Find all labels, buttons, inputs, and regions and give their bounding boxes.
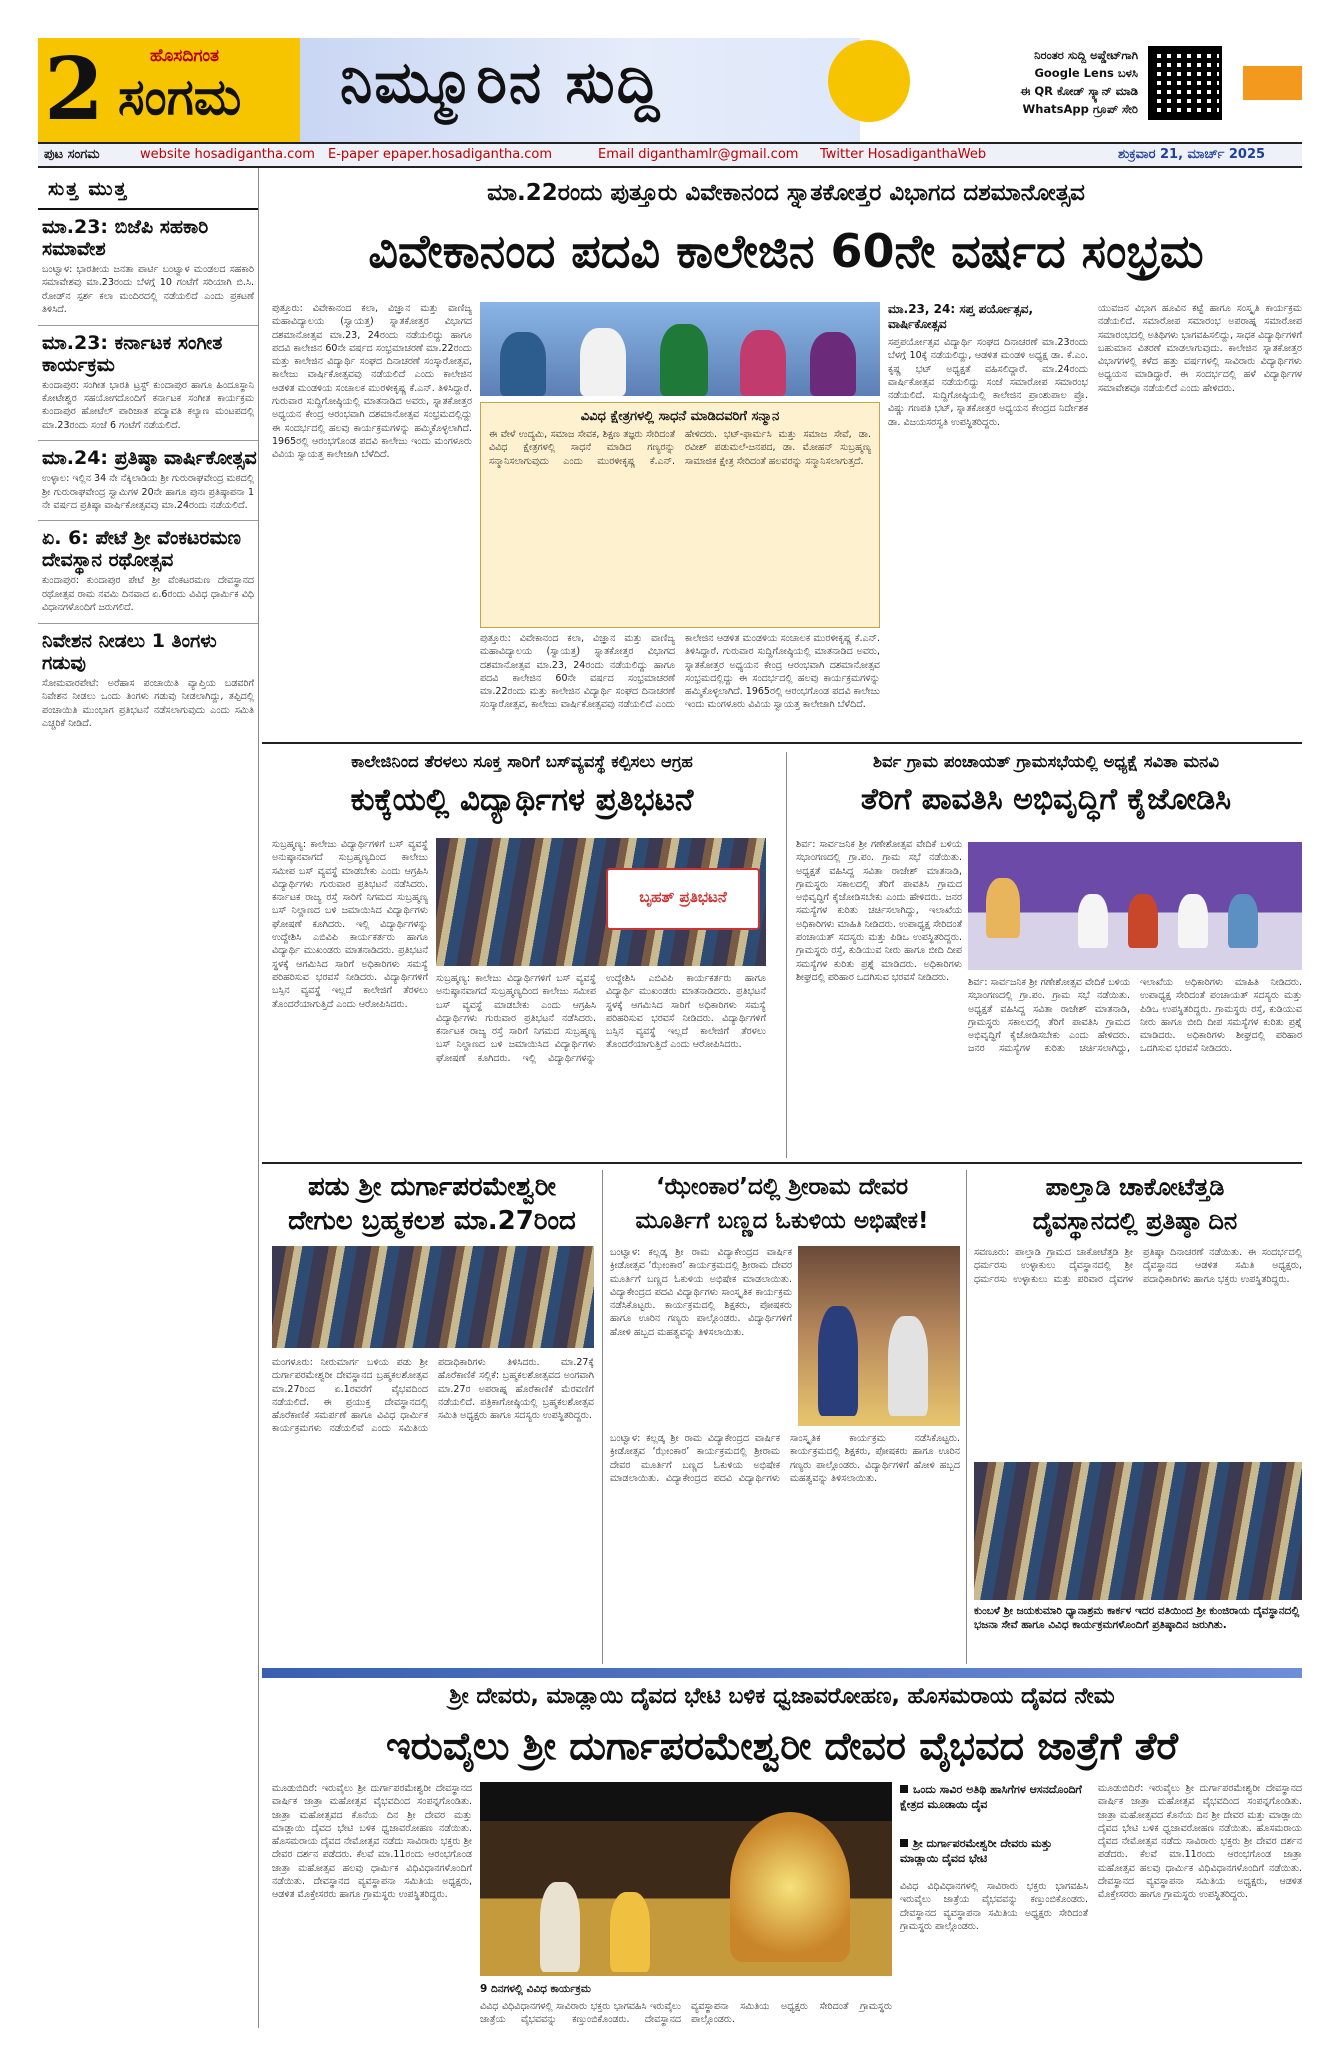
brief-title: ಮಾ.23: ಬಿಜೆಪಿ ಸಹಕಾರಿ ಸಮಾವೇಶ bbox=[42, 216, 209, 260]
box1-text: ಒಂದು ಸಾವಿರ ಅತಿಥಿ ಹಾಸಿಗೆಗಳ ಆಸನದೊಂದಿಗೆ ಕ್ಷೇತ್ರದ ಮೂಡಾಯಿ ದೈವ bbox=[900, 1783, 1082, 1811]
kukke-body-col1: ಸುಬ್ರಹ್ಮಣ್ಯ: ಕಾಲೇಜು ವಿದ್ಯಾರ್ಥಿಗಳಿಗೆ ಬಸ್ ವ್ಯವಸ್ಥೆ ಅನುಷ್ಠಾನವಾಗದೆ ಸುಬ್ರಹ್ಮಣ್ಯದಿಂದ ಕಾಲೇಜು ಸಮೀಪ ಬಸ್ ವ್ಯವಸ್ಥೆ ಮಾಡಬೇಕು ಎಂದು ಆಗ್ರಹಿಸಿ ವಿದ್ಯಾರ್ಥಿಗಳು ಗುರುವಾರ ಪ್ರತಿಭಟನೆ ನಡೆಸಿದರು. ಕರ್ನಾಟಕ ರಾಜ್ಯ ರಸ್ತೆ ಸಾರಿಗೆ ನಿಗಮದ ಸುಬ್ರಹ್ಮಣ್ಯ ಬಸ್ ನಿಲ್ದಾಣದ ಬಳಿ ಜಮಾಯಿಸಿದ ವಿದ್ಯಾರ್ಥಿಗಳು ಘೋಷಣೆ ಕೂಗಿದರು. ಇಲ್ಲಿ ವಿದ್ಯಾರ್ಥಿಗಳನ್ನು ಉದ್ದೇಶಿಸಿ ಎಬಿವಿಪಿ ಕಾರ್ಯಕರ್ತರು ಹಾಗೂ ವಿದ್ಯಾರ್ಥಿ ಮುಖಂಡರು ಮಾತನಾಡಿದರು. ಪ್ರತಿಭಟನೆ ಸ್ಥಳಕ್ಕೆ ಆಗಮಿಸಿದ ಸಾರಿಗೆ ಅಧಿಕಾರಿಗಳು ಸಮಸ್ಯೆ ಪರಿಹರಿಸುವ ಭರವಸೆ ನೀಡಿದರು. ವಿದ್ಯಾರ್ಥಿಗಳಿಗೆ ಬಸ್ಸಿನ ವ್ಯವಸ್ಥೆ ಇಲ್ಲದೆ ಕಾಲೇಜಿಗೆ ತೆರಳಲು ತೊಂದರೆಯಾಗುತ್ತಿದೆ ಎಂದು ಆರೋಪಿಸಿದರು. bbox=[272, 839, 428, 1010]
temple-festival-photo bbox=[480, 1782, 892, 1976]
paladi-shrine-photo bbox=[974, 1462, 1302, 1600]
irvail-headline: ಇರುವೈಲು ಶ್ರೀ ದುರ್ಗಾಪರಮೇಶ್ವರೀ ದೇವರ ವೈಭವದ ಜಾತ್ರೆಗೆ ತೆರೆ bbox=[385, 1724, 1179, 1768]
press-meet-photo bbox=[480, 302, 880, 396]
jhenkara-body-col1: ಬಂಟ್ವಾಳ: ಕಲ್ಲಡ್ಕ ಶ್ರೀ ರಾಮ ವಿದ್ಯಾಕೇಂದ್ರದ ವಾರ್ಷಿಕ ಕ್ರೀಡೋತ್ಸವ ‘ಝೇಂಕಾರ’ ಕಾರ್ಯಕ್ರಮದಲ್ಲಿ ಶ್ರೀರಾಮ ದೇವರ ಮೂರ್ತಿಗೆ ಬಣ್ಣದ ಓಕುಳಿಯ ಅಭಿಷೇಕ ಮಾಡಲಾಯಿತು. ವಿದ್ಯಾಕೇಂದ್ರದ ಪದವಿ ವಿದ್ಯಾರ್ಥಿಗಳು ಸಾಂಸ್ಕೃತಿಕ ಕಾರ್ಯಕ್ರಮ ನಡೆಸಿಕೊಟ್ಟರು. ಕಾರ್ಯಕ್ರಮದಲ್ಲಿ ಶಿಕ್ಷಕರು, ಪೋಷಕರು ಹಾಗೂ ಊರಿನ ಗಣ್ಯರು ಪಾಲ್ಗೊಂಡರು. ವಿದ್ಯಾರ್ಥಿಗಳಿಗೆ ಹೋಳಿ ಹಬ್ಬದ ಮಹತ್ವವನ್ನು ತಿಳಿಸಲಾಯಿತು. bbox=[610, 1247, 792, 1338]
epaper-link[interactable]: E-paper epaper.hosadigantha.com bbox=[328, 147, 553, 162]
column-rule bbox=[602, 1170, 603, 1664]
top-story-body-col1: ಪುತ್ತೂರು: ವಿವೇಕಾನಂದ ಕಲಾ, ವಿಜ್ಞಾನ ಮತ್ತು ವಾಣಿಜ್ಯ ಮಹಾವಿದ್ಯಾಲಯ (ಸ್ವಾಯತ್ತ) ಸ್ನಾತಕೋತ್ತರ ವಿಭಾಗದ ದಶಮಾನೋತ್ಸವ ಮಾ.23, 24ರಂದು ನಡೆಯಲಿದ್ದು ಹಾಗೂ ಪದವಿ ಕಾಲೇಜಿನ 60ನೇ ವರ್ಷದ ಸಂಭ್ರಮಾಚರಣೆ ಮಾ.22ರಂದು ಮತ್ತು ಕಾಲೇಜಿನ ವಿದ್ಯಾರ್ಥಿ ಸಂಘದ ದಿನಾಚರಣೆ ಸಂಸ್ಕಾರೋತ್ಸವ, ಕಾಲೇಜು ವಾರ್ಷಿಕೋತ್ಸವವು ನಡೆಯಲಿದೆ ಎಂದು ಕಾಲೇಜಿನ ಆಡಳಿತ ಮಂಡಳಿಯ ಸಂಚಾಲಕ ಮುರಳೀಕೃಷ್ಣ ಕೆ.ಎನ್. ತಿಳಿಸಿದ್ದಾರೆ. ಗುರುವಾರ ಸುದ್ದಿಗೋಷ್ಠಿಯಲ್ಲಿ ಮಾತನಾಡಿದ ಅವರು, ಸ್ನಾತಕೋತ್ತರ ಅಧ್ಯಯನ ಕೇಂದ್ರ ಆರಂಭವಾಗಿ ದಶಮಾನೋತ್ಸವ ಸಂಭ್ರಮದಲ್ಲಿದ್ದು ಈ ಸಂದರ್ಭದಲ್ಲಿ ಹಲವು ಕಾರ್ಯಕ್ರಮಗಳನ್ನು ಹಮ್ಮಿಕೊಳ್ಳಲಾಗಿದೆ. 1965ರಲ್ಲಿ ಆರಂಭಗೊಂಡ ಪದವಿ ಕಾಲೇಜು ಇಂದು ಮಂಗಳೂರು ವಿವಿಯ ಸ್ವಾಯತ್ತ ಕಾಲೇಜಾಗಿ ಬೆಳೆದಿದೆ. bbox=[272, 303, 472, 461]
brief-item bbox=[38, 527, 258, 623]
padu-headline-line1: ಪಡು ಶ್ರೀ ದುರ್ಗಾಪರಮೇಶ್ವರೀ bbox=[307, 1172, 557, 1202]
brief-item bbox=[38, 332, 258, 442]
irvail-body-under-photo: ವಿವಿಧ ವಿಧಿವಿಧಾನಗಳಲ್ಲಿ ಸಾವಿರಾರು ಭಕ್ತರು ಭಾಗವಹಿಸಿ ಇರುವೈಲು ಜಾತ್ರೆಯ ವೈಭವವನ್ನು ಕಣ್ತುಂಬಿಕೊಂಡರು. ದೇವಸ್ಥಾನದ ವ್ಯವಸ್ಥಾಪನಾ ಸಮಿತಿಯ ಅಧ್ಯಕ್ಷರು ಸೇರಿದಂತೆ ಗ್ರಾಮಸ್ಥರು ಪಾಲ್ಗೊಂಡರು. bbox=[480, 2001, 892, 2026]
gram-sabha-photo bbox=[968, 842, 1302, 970]
daiva-costume-decoration bbox=[730, 1812, 850, 1962]
brief-title: ನಿವೇಶನ ನೀಡಲು 1 ತಿಂಗಳು ಗಡುವು bbox=[42, 629, 217, 674]
tirva-body-col2: ಶಿರ್ವ: ಸಾರ್ವಜನಿಕ ಶ್ರೀ ಗಣೇಶೋತ್ಸವ ವೇದಿಕೆ ಬಳಿಯ ಸಭಾಂಗಣದಲ್ಲಿ ಗ್ರಾ.ಪಂ. ಗ್ರಾಮ ಸಭೆ ನಡೆಯಿತು. ಅಧ್ಯಕ್ಷತೆ ವಹಿಸಿದ್ದ ಸವಿತಾ ರಾಜೇಶ್ ಮಾತನಾಡಿ, ಗ್ರಾಮಸ್ಥರು ಸಕಾಲದಲ್ಲಿ ತೆರಿಗೆ ಪಾವತಿಸಿ ಗ್ರಾಮದ ಅಭಿವೃದ್ಧಿಗೆ ಕೈಜೋಡಿಸಬೇಕು ಎಂದು ಹೇಳಿದರು. ಜನರ ಸಮಸ್ಯೆಗಳ ಕುರಿತು ಚರ್ಚಿಸಲಾಗಿದ್ದು, ಇಲಾಖೆಯ ಅಧಿಕಾರಿಗಳು ಮಾಹಿತಿ ನೀಡಿದರು. ಉಪಾಧ್ಯಕ್ಷ ಸೇರಿದಂತೆ ಪಂಚಾಯತ್ ಸದಸ್ಯರು ಮತ್ತು ಪಿಡಿಒ ಉಪಸ್ಥಿತರಿದ್ದರು. ಗ್ರಾಮಸ್ಥರು ರಸ್ತೆ, ಕುಡಿಯುವ ನೀರು ಹಾಗೂ ಬೀದಿ ದೀಪ ಸಮಸ್ಯೆಗಳ ಕುರಿತು ಪ್ರಶ್ನೆ ಮಾಡಿದರು. ಅಧಿಕಾರಿಗಳು ಶೀಘ್ರದಲ್ಲಿ ಪರಿಹಾರ ಒದಗಿಸುವ ಭರವಸೆ ನೀಡಿದರು. bbox=[968, 977, 1302, 1055]
page-number: 2 bbox=[38, 38, 110, 142]
rama-idol-abhisheka-photo bbox=[798, 1246, 960, 1426]
paladi-headline-line2: ದೈವಸ್ಥಾನದಲ್ಲಿ ಪ್ರತಿಷ್ಠಾ ದಿನ bbox=[1032, 1207, 1238, 1235]
top-story-body-col4: ಯುವಜನ ವಿಭಾಗ ಹೂವಿನ ಕಟ್ಟೆ ಹಾಗೂ ಸಂಸ್ಕೃತಿ ಕಾರ್ಯಕ್ರಮ ನಡೆಯಲಿದೆ. ಸಮಾರೋಪ ಸಮಾರಂಭ ಅಪರಾಹ್ನ ಸಮಾರೋಪ ಸಮಾರಂಭದಲ್ಲಿ ಅತಿಥಿಗಳು ಭಾಗವಹಿಸಲಿದ್ದು, ಸಾಧಕ ವಿದ್ಯಾರ್ಥಿಗಳಿಗೆ ಬಹುಮಾನ ವಿತರಣೆ ಮಾಡಲಾಗುವುದು. ಕಾಲೇಜಿನ ಸ್ನಾತಕೋತ್ತರ ವಿಭಾಗಗಳಲ್ಲಿ ಕಳೆದ ಹತ್ತು ವರ್ಷಗಳಲ್ಲಿ ಸಾವಿರಾರು ವಿದ್ಯಾರ್ಥಿಗಳು ಅಧ್ಯಯನ ಮಾಡಿದ್ದಾರೆ. ಈ ಸಂದರ್ಭದಲ್ಲಿ ಹಳೆ ವಿದ್ಯಾರ್ಥಿಗಳ ಸಮಾವೇಶವೂ ನಡೆಯಲಿದೆ ಎಂದು ಹೇಳಿದರು. bbox=[1098, 303, 1302, 394]
brief-text: ಬಂಟ್ವಾಳ: ಭಾರತೀಯ ಜನತಾ ಪಾರ್ಟಿ ಬಂಟ್ವಾಳ ಮಂಡಲದ ಸಹಕಾರಿ ಸಮಾವೇಶವು ಮಾ.23ರಂದು ಬೆಳಗ್ಗೆ 10 ಗಂಟೆಗೆ ಸರಿಯಾಗಿ ಬಿ.ಸಿ. ರೋಡ್‌ನ ಸ್ಪರ್ಶ ಕಲಾ ಮಂದಿರದಲ್ಲಿ ನಡೆಯಲಿದೆ ಎಂದು ಪ್ರಕಟಣೆ ತಿಳಿಸಿದೆ. bbox=[42, 264, 254, 316]
irvail-body-col1: ಮೂಡುಬಿದಿರೆ: ಇರುವೈಲು ಶ್ರೀ ದುರ್ಗಾಪರಮೇಶ್ವರೀ ದೇವಸ್ಥಾನದ ವಾರ್ಷಿಕ ಜಾತ್ರಾ ಮಹೋತ್ಸವ ವೈಭವದಿಂದ ಸಂಪನ್ನಗೊಂಡಿತು. ಜಾತ್ರಾ ಮಹೋತ್ಸವದ ಕೊನೆಯ ದಿನ ಶ್ರೀ ದೇವರ ಮತ್ತು ಮಾಡ್ಲಾಯಿ ದೈವದ ಭೇಟಿ ಬಳಿಕ ಧ್ವಜಾವರೋಹಣ ನಡೆಯಿತು. ಹೊಸಮರಾಯ ದೈವದ ನೇಮೋತ್ಸವ ನಡೆದು ಸಾವಿರಾರು ಭಕ್ತರು ಶ್ರೀ ದೇವರ ದರ್ಶನ ಪಡೆದರು. ಕೆಲವೆ ಮಾ.11ರಂದು ಆರಂಭಗೊಂಡ ಜಾತ್ರಾ ಮಹೋತ್ಸವ ಹಲವು ಧಾರ್ಮಿಕ ವಿಧಿವಿಧಾನಗಳೊಂದಿಗೆ ನಡೆಯಿತು. ದೇವಸ್ಥಾನದ ವ್ಯವಸ್ಥಾಪನಾ ಸಮಿತಿಯ ಅಧ್ಯಕ್ಷರು, ಆಡಳಿತ ಮೊಕ್ತೇಸರರು ಹಾಗೂ ಗ್ರಾಮಸ್ಥರು ಉಪಸ್ಥಿತರಿದ್ದರು. bbox=[272, 1783, 472, 1901]
top-story-body-cont: ಪುತ್ತೂರು: ವಿವೇಕಾನಂದ ಕಲಾ, ವಿಜ್ಞಾನ ಮತ್ತು ವಾಣಿಜ್ಯ ಮಹಾವಿದ್ಯಾಲಯ (ಸ್ವಾಯತ್ತ) ಸ್ನಾತಕೋತ್ತರ ವಿಭಾಗದ ದಶಮಾನೋತ್ಸವ ಮಾ.23, 24ರಂದು ನಡೆಯಲಿದ್ದು ಹಾಗೂ ಪದವಿ ಕಾಲೇಜಿನ 60ನೇ ವರ್ಷದ ಸಂಭ್ರಮಾಚರಣೆ ಮಾ.22ರಂದು ಮತ್ತು ಕಾಲೇಜಿನ ವಿದ್ಯಾರ್ಥಿ ಸಂಘದ ದಿನಾಚರಣೆ ಸಂಸ್ಕಾರೋತ್ಸವ, ಕಾಲೇಜು ವಾರ್ಷಿಕೋತ್ಸವವು ನಡೆಯಲಿದೆ ಎಂದು ಕಾಲೇಜಿನ ಆಡಳಿತ ಮಂಡಳಿಯ ಸಂಚಾಲಕ ಮುರಳೀಕೃಷ್ಣ ಕೆ.ಎನ್. ತಿಳಿಸಿದ್ದಾರೆ. ಗುರುವಾರ ಸುದ್ದಿಗೋಷ್ಠಿಯಲ್ಲಿ ಮಾತನಾಡಿದ ಅವರು, ಸ್ನಾತಕೋತ್ತರ ಅಧ್ಯಯನ ಕೇಂದ್ರ ಆರಂಭವಾಗಿ ದಶಮಾನೋತ್ಸವ ಸಂಭ್ರಮದಲ್ಲಿದ್ದು ಈ ಸಂದರ್ಭದಲ್ಲಿ ಹಲವು ಕಾರ್ಯಕ್ರಮಗಳನ್ನು ಹಮ್ಮಿಕೊಳ್ಳಲಾಗಿದೆ. 1965ರಲ್ಲಿ ಆರಂಭಗೊಂಡ ಪದವಿ ಕಾಲೇಜು ಇಂದು ಮಂಗಳೂರು ವಿವಿಯ ಸ್ವಾಯತ್ತ ಕಾಲೇಜಾಗಿ ಬೆಳೆದಿದೆ. bbox=[480, 633, 880, 711]
qr-text-line: Google Lens ಬಳಸಿ bbox=[1034, 66, 1138, 80]
brief-title: ಮಾ.24: ಪ್ರತಿಷ್ಠಾ ವಾರ್ಷಿಕೋತ್ಸವ bbox=[42, 447, 257, 470]
info-bar bbox=[38, 142, 1302, 168]
section-color-band bbox=[262, 1668, 1302, 1678]
brand-name: ಸಂಗಮ bbox=[118, 68, 242, 126]
kukke-headline: ಕುಕ್ಕೆಯಲ್ಲಿ ವಿದ್ಯಾರ್ಥಿಗಳ ಪ್ರತಿಭಟನೆ bbox=[350, 782, 694, 818]
qr-text-line: ಈ QR ಕೋಡ್ ಸ್ಕ್ಯಾನ್ ಮಾಡಿ bbox=[1020, 84, 1138, 98]
irvail-box1 bbox=[900, 1782, 1088, 1812]
email-link[interactable]: Email diganthamlr@gmail.com bbox=[598, 147, 799, 162]
column-rule bbox=[966, 1170, 967, 1664]
padu-procession-photo bbox=[272, 1246, 594, 1348]
brief-item bbox=[38, 630, 258, 739]
tirva-headline: ತೆರಿಗೆ ಪಾವತಿಸಿ ಅಭಿವೃದ್ಧಿಗೆ ಕೈಜೋಡಿಸಿ bbox=[860, 782, 1232, 817]
qr-code-icon[interactable] bbox=[1148, 46, 1222, 120]
inset-title: ವಿವಿಧ ಕ್ಷೇತ್ರಗಳಲ್ಲಿ ಸಾಧನೆ ಮಾಡಿದವರಿಗೆ ಸನ್ಮಾನ bbox=[580, 409, 780, 424]
irvail-photo-caption: 9 ದಿನಗಳಲ್ಲಿ ವಿವಿಧ ಕಾರ್ಯಕ್ರಮ bbox=[480, 1983, 591, 1995]
qr-text-line: WhatsApp ಗ್ರೂಪ್ ಸೇರಿ bbox=[1022, 102, 1138, 116]
brief-text: ಉಳ್ಳಾಲ: ಇಲ್ಲಿನ 34 ನೇ ನೆಕ್ಕಿಲಾಡಿಯ ಶ್ರೀ ಗುರುರಾಘವೇಂದ್ರ ಮಠದಲ್ಲಿ ಶ್ರೀ ಗುರುರಾಘವೇಂದ್ರ ಸ್ವಾಮಿಗಳ 20ನೇ ಹಾಗೂ ಪುನಃ ಪ್ರತಿಷ್ಠಾಪನಾ 1 ನೇ ವರ್ಷದ ಪ್ರತಿಷ್ಠಾ ವಾರ್ಷಿಕೋತ್ಸವವು ಮಾ.24ರಂದು ನಡೆಯಲಿದೆ. bbox=[42, 473, 254, 512]
top-story-kicker: ಮಾ.22ರಂದು ಪುತ್ತೂರು ವಿವೇಕಾನಂದ ಸ್ನಾತಕೋತ್ತರ ವಿಭಾಗದ ದಶಮಾನೋತ್ಸವ bbox=[487, 180, 1085, 206]
paladi-body: ಸವಣೂರು: ಪಾಲ್ತಾಡಿ ಗ್ರಾಮದ ಚಾಕೋಟೆತ್ತಡಿ ಶ್ರೀ ಧರ್ಮರಸು ಉಳ್ಳಾಕುಲು ದೈವಸ್ಥಾನದಲ್ಲಿ ಶ್ರೀ ಧರ್ಮರಸು ಉಳ್ಳಾಕುಲು ಮತ್ತು ಪರಿವಾರ ದೈವಗಳ ಪ್ರತಿಷ್ಠಾ ದಿನಾಚರಣೆ ನಡೆಯಿತು. ಈ ಸಂದರ್ಭದಲ್ಲಿ ದೈವಸ್ಥಾನದ ಆಡಳಿತ ಸಮಿತಿ ಅಧ್ಯಕ್ಷರು, ಪದಾಧಿಕಾರಿಗಳು ಹಾಗೂ ಭಕ್ತರು ಉಪಸ್ಥಿತರಿದ್ದರು. bbox=[974, 1247, 1302, 1285]
sun-decoration bbox=[828, 40, 910, 122]
padu-headline-line2: ದೇಗುಲ ಬ್ರಹ್ಮಕಲಶ ಮಾ.27ರಿಂದ bbox=[288, 1206, 576, 1236]
column-rule bbox=[786, 752, 787, 1158]
irvail-kicker: ಶ್ರೀ ದೇವರು, ಮಾಡ್ಲಾಯಿ ದೈವದ ಭೇಟಿ ಬಳಿಕ ಧ್ವಜಾವರೋಹಣ, ಹೊಸಮರಾಯ ದೈವದ ನೇಮ bbox=[449, 1684, 1115, 1709]
brief-item bbox=[38, 216, 258, 326]
brief-text: ಕುಂದಾಪುರ: ಕುಂದಾಪುರ ಪೇಟೆ ಶ್ರೀ ವೆಂಕಟರಮಣ ದೇವಸ್ಥಾನದ ರಥೋತ್ಸವ ರಾಮ ನವಮಿ ದಿನವಾದ ಏ.6ರಂದು ವಿವಿಧ ಧಾರ್ಮಿಕ ವಿಧಿ ವಿಧಾನಗಳೊಂದಿಗೆ ಜರುಗಲಿದೆ. bbox=[42, 575, 254, 614]
paladi-headline-line1: ಪಾಲ್ತಾಡಿ ಚಾಕೋಟೆತ್ತಡಿ bbox=[1045, 1173, 1225, 1201]
masthead bbox=[38, 38, 1302, 142]
kukke-body-col2: ಸುಬ್ರಹ್ಮಣ್ಯ: ಕಾಲೇಜು ವಿದ್ಯಾರ್ಥಿಗಳಿಗೆ ಬಸ್ ವ್ಯವಸ್ಥೆ ಅನುಷ್ಠಾನವಾಗದೆ ಸುಬ್ರಹ್ಮಣ್ಯದಿಂದ ಕಾಲೇಜು ಸಮೀಪ ಬಸ್ ವ್ಯವಸ್ಥೆ ಮಾಡಬೇಕು ಎಂದು ಆಗ್ರಹಿಸಿ ವಿದ್ಯಾರ್ಥಿಗಳು ಗುರುವಾರ ಪ್ರತಿಭಟನೆ ನಡೆಸಿದರು. ಕರ್ನಾಟಕ ರಾಜ್ಯ ರಸ್ತೆ ಸಾರಿಗೆ ನಿಗಮದ ಸುಬ್ರಹ್ಮಣ್ಯ ಬಸ್ ನಿಲ್ದಾಣದ ಬಳಿ ಜಮಾಯಿಸಿದ ವಿದ್ಯಾರ್ಥಿಗಳು ಘೋಷಣೆ ಕೂಗಿದರು. ಇಲ್ಲಿ ವಿದ್ಯಾರ್ಥಿಗಳನ್ನು ಉದ್ದೇಶಿಸಿ ಎಬಿವಿಪಿ ಕಾರ್ಯಕರ್ತರು ಹಾಗೂ ವಿದ್ಯಾರ್ಥಿ ಮುಖಂಡರು ಮಾತನಾಡಿದರು. ಪ್ರತಿಭಟನೆ ಸ್ಥಳಕ್ಕೆ ಆಗಮಿಸಿದ ಸಾರಿಗೆ ಅಧಿಕಾರಿಗಳು ಸಮಸ್ಯೆ ಪರಿಹರಿಸುವ ಭರವಸೆ ನೀಡಿದರು. ವಿದ್ಯಾರ್ಥಿಗಳಿಗೆ ಬಸ್ಸಿನ ವ್ಯವಸ್ಥೆ ಇಲ್ಲದೆ ಕಾಲೇಜಿಗೆ ತೆರಳಲು ತೊಂದರೆಯಾಗುತ್ತಿದೆ ಎಂದು ಆರೋಪಿಸಿದರು. bbox=[436, 973, 766, 1064]
bullet-icon bbox=[900, 1785, 908, 1793]
protest-banner: ಬೃಹತ್ ಪ್ರತಿಭಟನೆ bbox=[606, 868, 760, 930]
brief-title: ಮಾ.23: ಕರ್ನಾಟಕ ಸಂಗೀತ ಕಾರ್ಯಕ್ರಮ bbox=[42, 331, 223, 376]
twitter-link[interactable]: Twitter HosadiganthaWeb bbox=[820, 147, 987, 162]
jhenkara-headline-line2: ಮೂರ್ತಿಗೆ ಬಣ್ಣದ ಓಕುಳಿಯ ಅಭಿಷೇಕ! bbox=[635, 1208, 929, 1234]
kukke-kicker: ಕಾಲೇಜಿನಿಂದ ತೆರಳಲು ಸೂಕ್ತ ಸಾರಿಗೆ ಬಸ್‌ವ್ಯವಸ್ಥೆ ಕಲ್ಪಿಸಲು ಆಗ್ರಹ bbox=[351, 752, 693, 771]
divider bbox=[262, 1162, 1302, 1164]
briefs-header: ಸುತ್ತ ಮುತ್ತ bbox=[38, 168, 258, 210]
website-link[interactable]: website hosadigantha.com bbox=[140, 147, 315, 162]
box2-text: ಶ್ರೀ ದುರ್ಗಾಪರಮೇಶ್ವರೀ ದೇವರು ಮತ್ತು ಮಾಡ್ಲಾಯಿ ದೈವದ ಭೇಟಿ bbox=[900, 1837, 1053, 1865]
orange-block-decoration bbox=[1243, 66, 1302, 100]
brief-text: ಸೋಮವಾರಪೇಟೆ: ಅರೆಹಾಸ ಪಂಚಾಯಿತಿ ವ್ಯಾಪ್ತಿಯ ಬಡವರಿಗೆ ನಿವೇಶನ ನೀಡಲು ಒಂದು ತಿಂಗಳು ಗಡುವು ನೀಡಲಾಗಿದ್ದು, ತಪ್ಪಿದಲ್ಲಿ ಪಂಚಾಯಿತಿ ಮುಂಭಾಗ ಪ್ರತಿಭಟನೆ ನಡೆಸಲಾಗುವುದು ಎಂದು ಸಮಿತಿ ಎಚ್ಚರಿಕೆ ನೀಡಿದೆ. bbox=[42, 677, 254, 729]
felicitation-inset-box bbox=[480, 402, 880, 628]
top-story-body-col3: ಸಪ್ತಪರ್ಯೋತ್ಸವ ವಿದ್ಯಾರ್ಥಿ ಸಂಘದ ದಿನಾಚರಣೆ ಮಾ.23ರಂದು ಬೆಳಗ್ಗೆ 10ಕ್ಕೆ ನಡೆಯಲಿದ್ದು, ಆಡಳಿತ ಮಂಡಳಿ ಅಧ್ಯಕ್ಷ ಡಾ. ಕೆ.ಎಂ. ಕೃಷ್ಣ ಭಟ್ ಅಧ್ಯಕ್ಷತೆ ವಹಿಸಲಿದ್ದಾರೆ. ಮಾ.24ರಂದು ವಾರ್ಷಿಕೋತ್ಸವ ನಡೆಯಲಿದ್ದು ಸಂಜೆ ಸಮಾರೋಪ ಸಮಾರಂಭ ನಡೆಯಲಿದೆ. ಸುದ್ದಿಗೋಷ್ಠಿಯಲ್ಲಿ ಕಾಲೇಜಿನ ಪ್ರಾಂಶುಪಾಲ ಪ್ರೊ. ವಿಷ್ಣು ಗಣಪತಿ ಭಟ್, ಸ್ನಾತಕೋತ್ತರ ಅಧ್ಯಯನ ಕೇಂದ್ರದ ನಿರ್ದೇಶಕ ಡಾ. ವಿಜಯಸರಸ್ವತಿ ಉಪಸ್ಥಿತರಿದ್ದರು. bbox=[888, 337, 1088, 428]
jhenkara-headline-line1: ‘ಝೇಂಕಾರ’ದಲ್ಲಿ ಶ್ರೀರಾಮ ದೇವರ bbox=[655, 1174, 909, 1200]
irvail-body-col3: ವಿವಿಧ ವಿಧಿವಿಧಾನಗಳಲ್ಲಿ ಸಾವಿರಾರು ಭಕ್ತರು ಭಾಗವಹಿಸಿ ಇರುವೈಲು ಜಾತ್ರೆಯ ವೈಭವವನ್ನು ಕಣ್ತುಂಬಿಕೊಂಡರು. ದೇವಸ್ಥಾನದ ವ್ಯವಸ್ಥಾಪನಾ ಸಮಿತಿಯ ಅಧ್ಯಕ್ಷರು ಸೇರಿದಂತೆ ಗ್ರಾಮಸ್ಥರು ಪಾಲ್ಗೊಂಡರು. bbox=[900, 1881, 1088, 1932]
brand-small: ಹೊಸದಿಗಂತ bbox=[150, 46, 220, 66]
top-story-subhead: ಮಾ.23, 24: ಸಪ್ತ ಪರ್ಯೋತ್ಸವ, ವಾರ್ಷಿಕೋತ್ಸವ bbox=[888, 302, 1034, 331]
divider bbox=[262, 742, 1302, 744]
brand-logo bbox=[110, 38, 300, 142]
tirva-body-col1: ಶಿರ್ವ: ಸಾರ್ವಜನಿಕ ಶ್ರೀ ಗಣೇಶೋತ್ಸವ ವೇದಿಕೆ ಬಳಿಯ ಸಭಾಂಗಣದಲ್ಲಿ ಗ್ರಾ.ಪಂ. ಗ್ರಾಮ ಸಭೆ ನಡೆಯಿತು. ಅಧ್ಯಕ್ಷತೆ ವಹಿಸಿದ್ದ ಸವಿತಾ ರಾಜೇಶ್ ಮಾತನಾಡಿ, ಗ್ರಾಮಸ್ಥರು ಸಕಾಲದಲ್ಲಿ ತೆರಿಗೆ ಪಾವತಿಸಿ ಗ್ರಾಮದ ಅಭಿವೃದ್ಧಿಗೆ ಕೈಜೋಡಿಸಬೇಕು ಎಂದು ಹೇಳಿದರು. ಜನರ ಸಮಸ್ಯೆಗಳ ಕುರಿತು ಚರ್ಚಿಸಲಾಗಿದ್ದು, ಇಲಾಖೆಯ ಅಧಿಕಾರಿಗಳು ಮಾಹಿತಿ ನೀಡಿದರು. ಉಪಾಧ್ಯಕ್ಷ ಸೇರಿದಂತೆ ಪಂಚಾಯತ್ ಸದಸ್ಯರು ಮತ್ತು ಪಿಡಿಒ ಉಪಸ್ಥಿತರಿದ್ದರು. ಗ್ರಾಮಸ್ಥರು ರಸ್ತೆ, ಕುಡಿಯುವ ನೀರು ಹಾಗೂ ಬೀದಿ ದೀಪ ಸಮಸ್ಯೆಗಳ ಕುರಿತು ಪ್ರಶ್ನೆ ಮಾಡಿದರು. ಅಧಿಕಾರಿಗಳು ಶೀಘ್ರದಲ್ಲಿ ಪರಿಹಾರ ಒದಗಿಸುವ ಭರವಸೆ ನೀಡಿದರು. bbox=[796, 839, 962, 983]
brief-text: ಕುಂದಾಪುರ: ಸಂಗೀತ ಭಾರತಿ ಟ್ರಸ್ಟ್ ಕುಂದಾಪುರ ಹಾಗೂ ಹಿಂದೂಸ್ಥಾನಿ ಕೋಟೇಶ್ವರ ಸಹಯೋಗದೊಂದಿಗೆ ಕರ್ನಾಟಕ ಸಂಗೀತ ಕಾರ್ಯಕ್ರಮ ಕುಂದಾಪುರ ಹೋಟೆಲ್ ಪಾರಿಜಾತ ಪದ್ಮಾವತಿ ಕಲ್ಯಾಣ ಮಂಟಪದಲ್ಲಿ ಮಾ.23ರಂದು ಸಂಜೆ 6 ಗಂಟೆಗೆ ನಡೆಯಲಿದೆ. bbox=[42, 379, 254, 431]
paladi-caption: ಕುಂಬಳೆ ಶ್ರೀ ಜಯಕುಮಾರಿ ಧ್ಯಾನಾಶ್ರಮ ಕಾರ್ಕಳ ಇದರ ವತಿಯಿಂದ ಶ್ರೀ ಕುಂಜಿರಾಯ ದೈವಸ್ಥಾನದಲ್ಲಿ ಭಜನಾ ಸೇವೆ ಹಾಗೂ ವಿವಿಧ ಕಾರ್ಯಕ್ರಮಗಳೊಂದಿಗೆ ಪ್ರತಿಷ್ಠಾದಿನ ಜರುಗಿತು. bbox=[974, 1605, 1300, 1631]
student-protest-photo bbox=[436, 838, 766, 966]
section-title-box bbox=[300, 38, 860, 142]
irvail-box2 bbox=[900, 1836, 1088, 1866]
section-title: ನಿಮ್ಮೂರಿನ ಸುದ್ದಿ bbox=[340, 48, 662, 116]
qr-text-line: ನಿರಂತರ ಸುದ್ದಿ ಅಪ್ಡೇಟ್‌ಗಾಗಿ bbox=[1034, 48, 1138, 62]
brief-title: ಏ. 6: ಪೇಟೆ ಶ್ರೀ ವೆಂಕಟರಮಣ ದೇವಸ್ಥಾನ ರಥೋತ್ಸವ bbox=[42, 527, 242, 572]
padu-body: ಮಂಗಳೂರು: ನೀರುಮಾರ್ಗ ಬಳಿಯ ಪಡು ಶ್ರೀ ದುರ್ಗಾಪರಮೇಶ್ವರೀ ದೇವಸ್ಥಾನದ ಬ್ರಹ್ಮಕಲಶೋತ್ಸವ ಮಾ.27ರಿಂದ ಏ.1ರವರೆಗೆ ವೈಭವದಿಂದ ನಡೆಯಲಿದೆ. ಈ ಪ್ರಯುಕ್ತ ದೇವಸ್ಥಾನದಲ್ಲಿ ಹೊರೆಕಾಣಿಕೆ ಸಮರ್ಪಣೆ ಹಾಗೂ ವಿವಿಧ ಧಾರ್ಮಿಕ ಕಾರ್ಯಕ್ರಮಗಳು ನಡೆಯಲಿವೆ ಎಂದು ಸಮಿತಿಯ ಪದಾಧಿಕಾರಿಗಳು ತಿಳಿಸಿದರು. ಮಾ.27ಕ್ಕೆ ಹೊರೆಕಾಣಿಕೆ ಸಲ್ಲಿಕೆ: ಬ್ರಹ್ಮಕಲಶೋತ್ಸವದ ಅಂಗವಾಗಿ ಮಾ.27ರ ಅಪರಾಹ್ನ ಹೊರೆಕಾಣಿಕೆ ಮೆರವಣಿಗೆ ನಡೆಯಲಿದೆ. ಪತ್ರಿಕಾಗೋಷ್ಠಿಯಲ್ಲಿ ಬ್ರಹ್ಮಕಲಶೋತ್ಸವ ಸಮಿತಿ ಅಧ್ಯಕ್ಷರು ಹಾಗೂ ಸದಸ್ಯರು ಉಪಸ್ಥಿತರಿದ್ದರು. bbox=[272, 1357, 594, 1435]
jhenkara-body-col2: ಬಂಟ್ವಾಳ: ಕಲ್ಲಡ್ಕ ಶ್ರೀ ರಾಮ ವಿದ್ಯಾಕೇಂದ್ರದ ವಾರ್ಷಿಕ ಕ್ರೀಡೋತ್ಸವ ‘ಝೇಂಕಾರ’ ಕಾರ್ಯಕ್ರಮದಲ್ಲಿ ಶ್ರೀರಾಮ ದೇವರ ಮೂರ್ತಿಗೆ ಬಣ್ಣದ ಓಕುಳಿಯ ಅಭಿಷೇಕ ಮಾಡಲಾಯಿತು. ವಿದ್ಯಾಕೇಂದ್ರದ ಪದವಿ ವಿದ್ಯಾರ್ಥಿಗಳು ಸಾಂಸ್ಕೃತಿಕ ಕಾರ್ಯಕ್ರಮ ನಡೆಸಿಕೊಟ್ಟರು. ಕಾರ್ಯಕ್ರಮದಲ್ಲಿ ಶಿಕ್ಷಕರು, ಪೋಷಕರು ಹಾಗೂ ಊರಿನ ಗಣ್ಯರು ಪಾಲ್ಗೊಂಡರು. ವಿದ್ಯಾರ್ಥಿಗಳಿಗೆ ಹೋಳಿ ಹಬ್ಬದ ಮಹತ್ವವನ್ನು ತಿಳಿಸಲಾಯಿತು. bbox=[610, 1433, 960, 1484]
bullet-icon bbox=[900, 1839, 908, 1847]
left-briefs-column bbox=[38, 168, 259, 2028]
qr-instructions bbox=[938, 46, 1138, 118]
issue-date: ಶುಕ್ರವಾರ 21, ಮಾರ್ಚ್ 2025 bbox=[1118, 147, 1266, 162]
inset-text: ಈ ವೇಳೆ ಉದ್ಯಮಿ, ಸಮಾಜ ಸೇವಕ, ಶಿಕ್ಷಣ ತಜ್ಞರು ಸೇರಿದಂತೆ ವಿವಿಧ ಕ್ಷೇತ್ರಗಳಲ್ಲಿ ಸಾಧನೆ ಮಾಡಿದ ಗಣ್ಯರನ್ನು ಸನ್ಮಾನಿಸಲಾಗುವುದು ಎಂದು ಮುರಳೀಕೃಷ್ಣ ಕೆ.ಎನ್. ಹೇಳಿದರು. ಭಟ್-ಫಾರ್ಮಸಿ ಮತ್ತು ಸಮಾಜ ಸೇವೆ, ಡಾ. ರವೀಶ್ ಪಡುಮಲೆ-ಜನಪದ, ಡಾ. ಮೋಹನ್ ಸುಬ್ರಹ್ಮಣ್ಯ ಸಾಮಾಜಿಕ ಕ್ಷೇತ್ರ ಸೇರಿದಂತೆ ಹಲವರನ್ನು ಸನ್ಮಾನಿಸಲಾಗುತ್ತದೆ. bbox=[489, 429, 871, 467]
tirva-kicker: ಶಿರ್ವ ಗ್ರಾಮ ಪಂಚಾಯತ್ ಗ್ರಾಮಸಭೆಯಲ್ಲಿ ಅಧ್ಯಕ್ಷೆ ಸವಿತಾ ಮನವಿ bbox=[873, 752, 1219, 771]
edition-label: ಪುಟ ಸಂಗಮ bbox=[44, 147, 100, 162]
irvail-body-col4: ಮೂಡುಬಿದಿರೆ: ಇರುವೈಲು ಶ್ರೀ ದುರ್ಗಾಪರಮೇಶ್ವರೀ ದೇವಸ್ಥಾನದ ವಾರ್ಷಿಕ ಜಾತ್ರಾ ಮಹೋತ್ಸವ ವೈಭವದಿಂದ ಸಂಪನ್ನಗೊಂಡಿತು. ಜಾತ್ರಾ ಮಹೋತ್ಸವದ ಕೊನೆಯ ದಿನ ಶ್ರೀ ದೇವರ ಮತ್ತು ಮಾಡ್ಲಾಯಿ ದೈವದ ಭೇಟಿ ಬಳಿಕ ಧ್ವಜಾವರೋಹಣ ನಡೆಯಿತು. ಹೊಸಮರಾಯ ದೈವದ ನೇಮೋತ್ಸವ ನಡೆದು ಸಾವಿರಾರು ಭಕ್ತರು ಶ್ರೀ ದೇವರ ದರ್ಶನ ಪಡೆದರು. ಕೆಲವೆ ಮಾ.11ರಂದು ಆರಂಭಗೊಂಡ ಜಾತ್ರಾ ಮಹೋತ್ಸವ ಹಲವು ಧಾರ್ಮಿಕ ವಿಧಿವಿಧಾನಗಳೊಂದಿಗೆ ನಡೆಯಿತು. ದೇವಸ್ಥಾನದ ವ್ಯವಸ್ಥಾಪನಾ ಸಮಿತಿಯ ಅಧ್ಯಕ್ಷರು, ಆಡಳಿತ ಮೊಕ್ತೇಸರರು ಹಾಗೂ ಗ್ರಾಮಸ್ಥರು ಉಪಸ್ಥಿತರಿದ್ದರು. bbox=[1098, 1783, 1302, 1901]
top-story-headline: ವಿವೇಕಾನಂದ ಪದವಿ ಕಾಲೇಜಿನ 60ನೇ ವರ್ಷದ ಸಂಭ್ರಮ bbox=[368, 224, 1204, 278]
brief-item bbox=[38, 447, 258, 521]
